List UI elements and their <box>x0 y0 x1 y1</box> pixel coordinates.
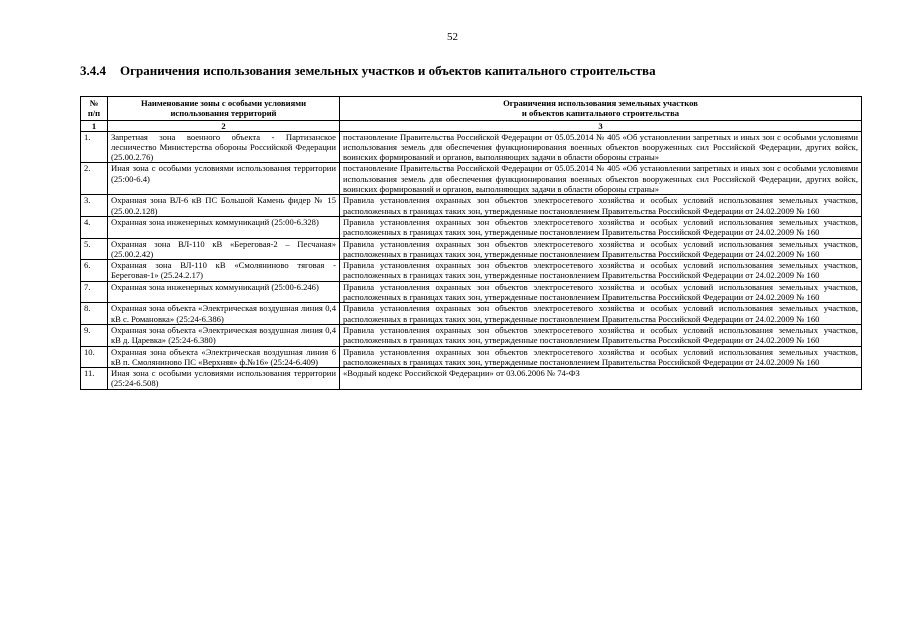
row-number: 4. <box>81 216 108 238</box>
header-zone <box>108 97 340 121</box>
table-row <box>81 195 862 217</box>
header-restriction-line2: и объектов капитального строительства <box>521 108 680 119</box>
header-num <box>81 97 108 121</box>
restriction-text: Правила установления охранных зон объектов электросетевого хозяйства и особых условий использования земельных участков, расположенных в границах таких зон, утвержденные постановлением Правительства Российской Федерации от 24.02.2009 № 160 <box>340 281 862 303</box>
restriction-text: Правила установления охранных зон объектов электросетевого хозяйства и особых условий использования земельных участков, расположенных в границах таких зон, утвержденные постановлением Правительства Российской Федерации от 24.02.2009 № 160 <box>340 238 862 260</box>
column-number-1: 1 <box>81 120 108 131</box>
header-zone-line2: использования территорий <box>170 108 277 119</box>
row-number: 9. <box>81 324 108 346</box>
zone-name: Иная зона с особыми условиями использования территории (25:00-6.4) <box>108 163 340 195</box>
column-number-row <box>81 120 862 131</box>
zone-name: Иная зона с особыми условиями использования территории (25:24-6.508) <box>108 368 340 390</box>
row-number: 7. <box>81 281 108 303</box>
table-row <box>81 163 862 195</box>
header-restriction <box>340 97 862 121</box>
header-num-line2: п/п <box>87 108 101 119</box>
header-zone-line1: Наименование зоны с особыми условиями <box>140 98 307 108</box>
zone-name: Охранная зона объекта «Электрическая воздушная линия 0,4 кВ д. Царевка» (25:24-6.380) <box>108 324 340 346</box>
zone-name: Охранная зона ВЛ-6 кВ ПС Большой Камень фидер № 15 (25.00.2.128) <box>108 195 340 217</box>
table-row <box>81 260 862 282</box>
table-row <box>81 346 862 368</box>
zone-name: Охранная зона объекта «Электрическая воздушная линия 0,4 кВ с. Романовка» (25:24-6.386) <box>108 303 340 325</box>
restriction-text: Правила установления охранных зон объектов электросетевого хозяйства и особых условий использования земельных участков, расположенных в границах таких зон, утвержденные постановлением Правительства Российской Федерации от 24.02.2009 № 160 <box>340 260 862 282</box>
page-number: 52 <box>447 31 458 43</box>
section-number: 3.4.4 <box>80 63 106 78</box>
restriction-text: Правила установления охранных зон объектов электросетевого хозяйства и особых условий использования земельных участков, расположенных в границах таких зон, утвержденные постановлением Правительства Российской Федерации от 24.02.2009 № 160 <box>340 216 862 238</box>
row-number: 10. <box>81 346 108 368</box>
row-number: 5. <box>81 238 108 260</box>
zone-name: Охранная зона ВЛ-110 кВ «Смоляниново тяговая - Береговая-1» (25.24.2.17) <box>108 260 340 282</box>
table-row <box>81 281 862 303</box>
row-number: 8. <box>81 303 108 325</box>
zone-name: Охранная зона инженерных коммуникаций (25:00-6.328) <box>108 216 340 238</box>
restriction-text: постановление Правительства Российской Федерации от 05.05.2014 № 405 «Об установлении запретных и иных зон с особыми условиями использования земель для обеспечения функционирования военных объектов вооруженных сил Российской Федерации, других войск, воинских формирований и органов, выполняющих задачи в области обороны страны» <box>340 131 862 163</box>
restriction-text: постановление Правительства Российской Федерации от 05.05.2014 № 405 «Об установлении запретных и иных зон с особыми условиями использования земель для обеспечения функционирования военных объектов вооруженных сил Российской Федерации, других войск, воинских формирований и органов, выполняющих задачи в области обороны страны» <box>340 163 862 195</box>
table-row <box>81 216 862 238</box>
restriction-text: Правила установления охранных зон объектов электросетевого хозяйства и особых условий использования земельных участков, расположенных в границах таких зон, утвержденные постановлением Правительства Российской Федерации от 24.02.2009 № 160 <box>340 346 862 368</box>
table-row <box>81 238 862 260</box>
table-body <box>81 131 862 389</box>
column-number-3: 3 <box>340 120 862 131</box>
table-row <box>81 368 862 390</box>
row-number: 2. <box>81 163 108 195</box>
restriction-text: «Водный кодекс Российской Федерации» от 03.06.2006 № 74-ФЗ <box>340 368 862 390</box>
zone-name: Охранная зона инженерных коммуникаций (25:00-6.246) <box>108 281 340 303</box>
row-number: 11. <box>81 368 108 390</box>
restriction-text: Правила установления охранных зон объектов электросетевого хозяйства и особых условий использования земельных участков, расположенных в границах таких зон, утвержденные постановлением Правительства Российской Федерации от 24.02.2009 № 160 <box>340 303 862 325</box>
column-number-2: 2 <box>108 120 340 131</box>
row-number: 1. <box>81 131 108 163</box>
header-restriction-line1: Ограничения использования земельных участков <box>503 98 698 108</box>
row-number: 3. <box>81 195 108 217</box>
table-header-row <box>81 97 862 121</box>
restriction-text: Правила установления охранных зон объектов электросетевого хозяйства и особых условий использования земельных участков, расположенных в границах таких зон, утвержденные постановлением Правительства Российской Федерации от 24.02.2009 № 160 <box>340 195 862 217</box>
section-heading <box>80 63 860 79</box>
restriction-text: Правила установления охранных зон объектов электросетевого хозяйства и особых условий использования земельных участков, расположенных в границах таких зон, утвержденные постановлением Правительства Российской Федерации от 24.02.2009 № 160 <box>340 324 862 346</box>
zone-name: Запретная зона военного объекта - Партизанское лесничество Министерства обороны Российской Федерации (25.00.2.76) <box>108 131 340 163</box>
table-row <box>81 303 862 325</box>
zone-name: Охранная зона ВЛ-110 кВ «Береговая-2 – Песчаная» (25.00.2.42) <box>108 238 340 260</box>
restrictions-table <box>80 96 862 390</box>
row-number: 6. <box>81 260 108 282</box>
table-row <box>81 131 862 163</box>
section-title: Ограничения использования земельных участков и объектов капитального строительства <box>120 63 656 78</box>
table-row <box>81 324 862 346</box>
zone-name: Охранная зона объекта «Электрическая воздушная линия 6 кВ п. Смоляниново ПС «Верхняя» ф.№16» (25:24-6.409) <box>108 346 340 368</box>
header-num-line1: № <box>89 98 99 108</box>
